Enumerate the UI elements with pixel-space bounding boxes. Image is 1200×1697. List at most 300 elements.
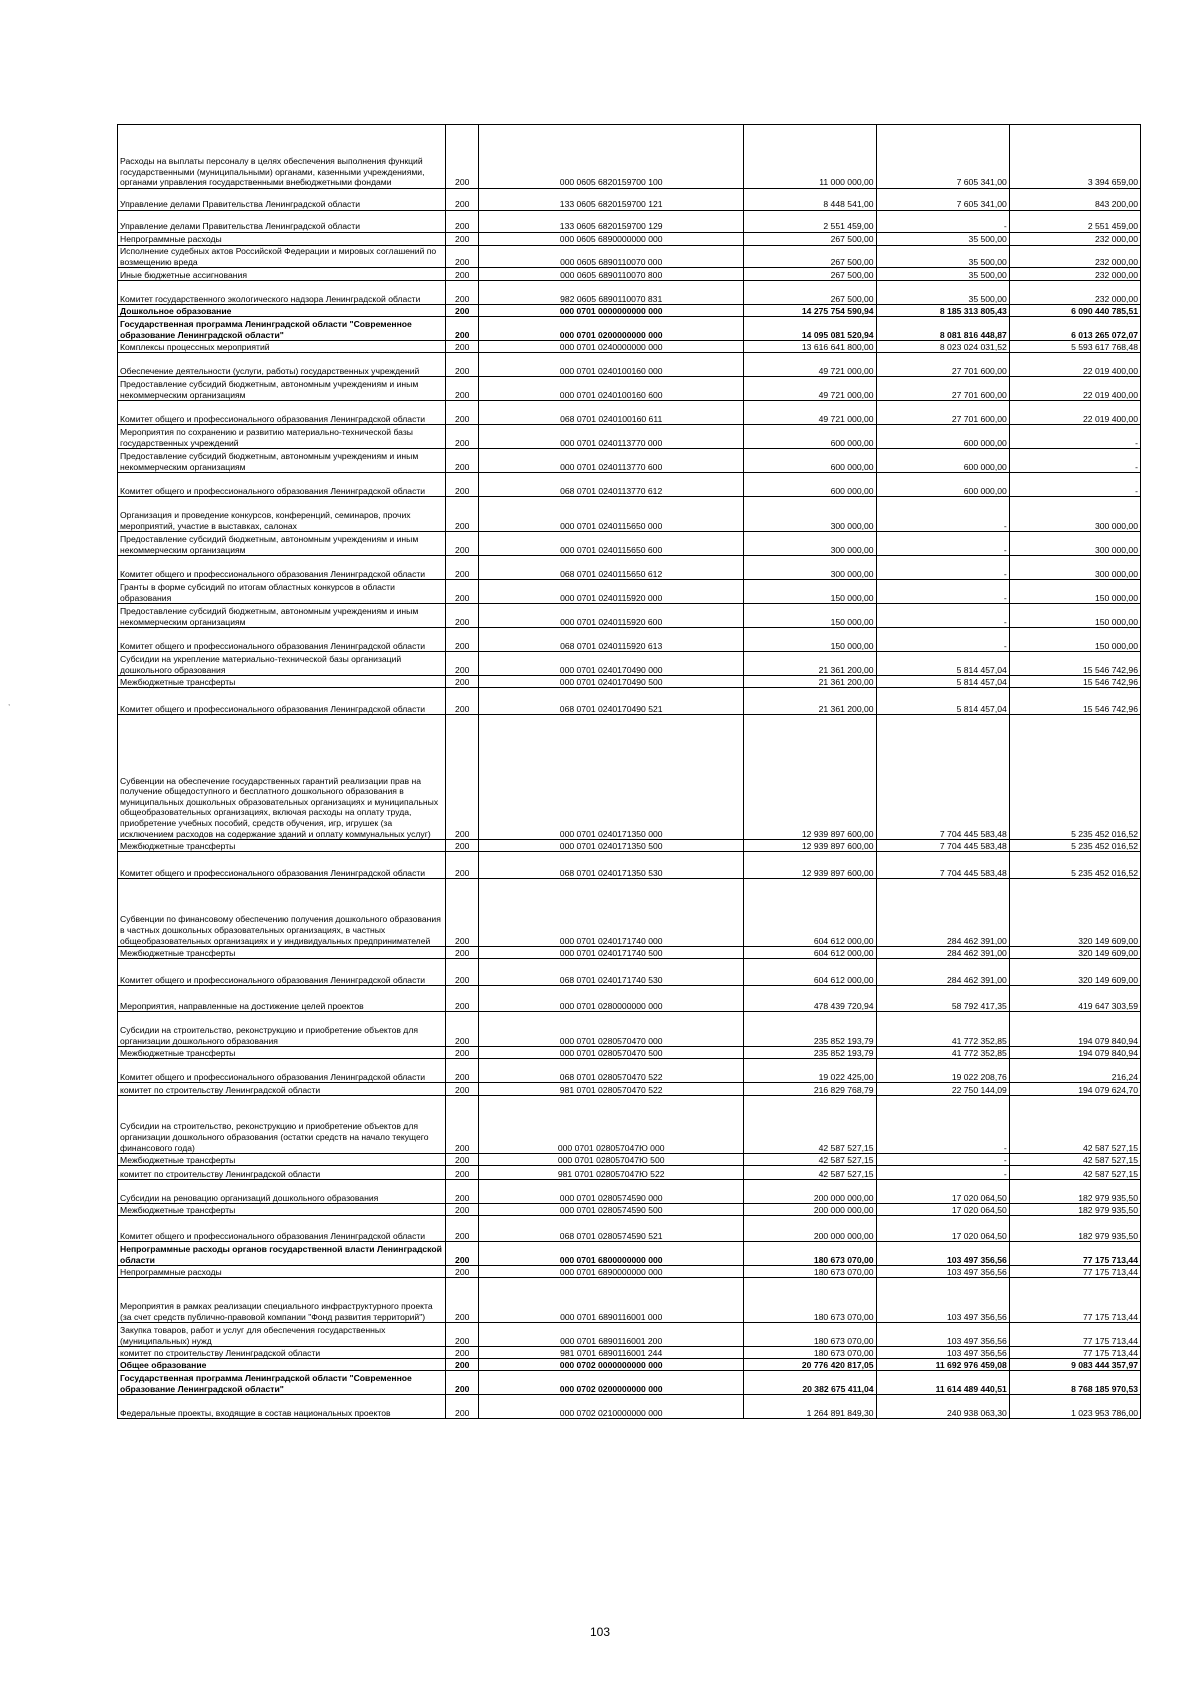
table-row [118,1242,1141,1266]
row-approved-amount-cell: 267 500,00 [744,233,876,246]
table-row [118,246,1141,268]
row-unexecuted-amount-cell: 194 079 840,94 [1009,1047,1140,1059]
row-name-cell: Мероприятия, направленные на достижение целей проектов [118,986,446,1012]
row-unexecuted-amount-cell: 77 175 713,44 [1009,1266,1140,1278]
table-row [118,317,1141,341]
row-approved-amount-cell: 478 439 720,94 [744,986,876,1012]
table-row [118,1323,1141,1347]
row-executed-amount-cell: 19 022 208,76 [876,1059,1009,1083]
row-executed-amount-cell: - [876,211,1009,233]
row-approved-amount-cell: 267 500,00 [744,281,876,305]
row-name-cell: Комитет общего и профессионального образования Ленинградской области [118,1059,446,1083]
row-classification-code-cell: 000 0701 0240100160 000 [478,353,743,377]
row-code-cell: 200 [446,401,479,425]
row-executed-amount-cell: - [876,1096,1009,1154]
row-name-cell: Субсидии на строительство, реконструкцию и приобретение объектов для организации дошкольного образования [118,1012,446,1047]
table-row [118,1012,1141,1047]
row-code-cell: 200 [446,377,479,401]
row-classification-code-cell: 000 0701 6800000000 000 [478,1242,743,1266]
row-approved-amount-cell: 14 275 754 590,94 [744,305,876,317]
row-executed-amount-cell: 103 497 356,56 [876,1278,1009,1323]
row-classification-code-cell: 000 0701 0240115650 000 [478,497,743,532]
row-classification-code-cell: 000 0702 0210000000 000 [478,1395,743,1419]
row-code-cell: 200 [446,211,479,233]
row-executed-amount-cell: - [876,1154,1009,1166]
row-code-cell: 200 [446,189,479,211]
table-row [118,1278,1141,1323]
row-name-cell: Комитет государственного экологического надзора Ленинградской области [118,281,446,305]
row-name-cell: Мероприятия в рамках реализации специального инфраструктурного проекта (за счет средств публично-правовой компании "Фонд развития территорий") [118,1278,446,1323]
table-row [118,1347,1141,1359]
row-approved-amount-cell: 235 852 193,79 [744,1012,876,1047]
row-code-cell: 200 [446,676,479,688]
row-unexecuted-amount-cell: 232 000,00 [1009,268,1140,281]
row-unexecuted-amount-cell: 22 019 400,00 [1009,401,1140,425]
table-row [118,1096,1141,1154]
row-approved-amount-cell: 12 939 897 600,00 [744,840,876,852]
table-row [118,449,1141,473]
row-approved-amount-cell: 11 000 000,00 [744,125,876,189]
table-row [118,580,1141,604]
row-approved-amount-cell: 150 000,00 [744,580,876,604]
row-approved-amount-cell: 180 673 070,00 [744,1278,876,1323]
row-executed-amount-cell: 11 614 489 440,51 [876,1371,1009,1395]
row-code-cell: 200 [446,652,479,676]
row-classification-code-cell: 068 0701 0240115650 612 [478,556,743,580]
row-code-cell: 200 [446,840,479,852]
row-executed-amount-cell: 17 020 064,50 [876,1216,1009,1242]
row-code-cell: 200 [446,125,479,189]
row-name-cell: Организация и проведение конкурсов, конференций, семинаров, прочих мероприятий, участие в выставках, салонах [118,497,446,532]
row-name-cell: Обеспечение деятельности (услуги, работы) государственных учреждений [118,353,446,377]
row-code-cell: 200 [446,1323,479,1347]
row-executed-amount-cell: 5 814 457,04 [876,688,1009,715]
row-classification-code-cell: 000 0605 6890110070 000 [478,246,743,268]
row-code-cell: 200 [446,1266,479,1278]
row-executed-amount-cell: 7 704 445 583,48 [876,852,1009,879]
row-approved-amount-cell: 604 612 000,00 [744,879,876,947]
row-name-cell: комитет по строительству Ленинградской области [118,1347,446,1359]
row-unexecuted-amount-cell: 320 149 609,00 [1009,959,1140,986]
row-unexecuted-amount-cell: 15 546 742,96 [1009,676,1140,688]
row-classification-code-cell: 000 0701 6890116001 200 [478,1323,743,1347]
table-row [118,341,1141,353]
row-code-cell: 200 [446,1180,479,1204]
row-executed-amount-cell: 284 462 391,00 [876,959,1009,986]
row-code-cell: 200 [446,852,479,879]
row-code-cell: 200 [446,1371,479,1395]
row-code-cell: 200 [446,281,479,305]
row-name-cell: Комитет общего и профессионального образования Ленинградской области [118,1216,446,1242]
row-name-cell: Непрограммные расходы [118,233,446,246]
row-classification-code-cell: 000 0605 6890110070 800 [478,268,743,281]
row-name-cell: Предоставление субсидий бюджетным, автономным учреждениям и иным некоммерческим организациям [118,532,446,556]
row-classification-code-cell: 000 0701 0240115920 600 [478,604,743,628]
table-row [118,1166,1141,1180]
row-classification-code-cell: 000 0701 0240171740 500 [478,947,743,959]
row-executed-amount-cell: 284 462 391,00 [876,947,1009,959]
row-executed-amount-cell: 103 497 356,56 [876,1266,1009,1278]
row-approved-amount-cell: 19 022 425,00 [744,1059,876,1083]
row-executed-amount-cell: 35 500,00 [876,246,1009,268]
row-code-cell: 200 [446,233,479,246]
row-approved-amount-cell: 12 939 897 600,00 [744,715,876,840]
row-executed-amount-cell: 58 792 417,35 [876,986,1009,1012]
row-name-cell: Комитет общего и профессионального образования Ленинградской области [118,556,446,580]
row-name-cell: Субсидии на строительство, реконструкцию и приобретение объектов для организации дошкольного образования (остатки средств на начало текущего финансового года) [118,1096,446,1154]
row-code-cell: 200 [446,246,479,268]
row-unexecuted-amount-cell: 182 979 935,50 [1009,1204,1140,1216]
row-executed-amount-cell: 22 750 144,09 [876,1083,1009,1096]
row-code-cell: 200 [446,959,479,986]
budget-execution-table [117,124,1141,1419]
table-row [118,532,1141,556]
table-row [118,628,1141,652]
row-approved-amount-cell: 49 721 000,00 [744,377,876,401]
row-name-cell: Управление делами Правительства Ленинградской области [118,189,446,211]
row-executed-amount-cell: 7 605 341,00 [876,125,1009,189]
row-unexecuted-amount-cell: 182 979 935,50 [1009,1216,1140,1242]
row-executed-amount-cell: 35 500,00 [876,268,1009,281]
row-executed-amount-cell: - [876,556,1009,580]
row-unexecuted-amount-cell: 320 149 609,00 [1009,947,1140,959]
row-approved-amount-cell: 180 673 070,00 [744,1323,876,1347]
row-executed-amount-cell: 8 185 313 805,43 [876,305,1009,317]
row-approved-amount-cell: 13 616 641 800,00 [744,341,876,353]
row-approved-amount-cell: 42 587 527,15 [744,1166,876,1180]
row-classification-code-cell: 981 0701 6890116001 244 [478,1347,743,1359]
table-row [118,233,1141,246]
row-name-cell: комитет по строительству Ленинградской области [118,1083,446,1096]
row-executed-amount-cell: 27 701 600,00 [876,377,1009,401]
row-approved-amount-cell: 300 000,00 [744,556,876,580]
row-approved-amount-cell: 20 382 675 411,04 [744,1371,876,1395]
table-row [118,353,1141,377]
table-row [118,947,1141,959]
row-unexecuted-amount-cell: 232 000,00 [1009,233,1140,246]
row-code-cell: 200 [446,986,479,1012]
row-classification-code-cell: 000 0701 028057047Ю 500 [478,1154,743,1166]
row-name-cell: Непрограммные расходы органов государственной власти Ленинградской области [118,1242,446,1266]
row-classification-code-cell: 068 0701 0240100160 611 [478,401,743,425]
row-unexecuted-amount-cell: - [1009,449,1140,473]
row-classification-code-cell: 068 0701 0240171740 530 [478,959,743,986]
row-approved-amount-cell: 267 500,00 [744,246,876,268]
row-unexecuted-amount-cell: 5 593 617 768,48 [1009,341,1140,353]
row-code-cell: 200 [446,1216,479,1242]
row-classification-code-cell: 000 0702 0000000000 000 [478,1359,743,1371]
row-executed-amount-cell: - [876,1166,1009,1180]
row-code-cell: 200 [446,1242,479,1266]
row-classification-code-cell: 000 0605 6890000000 000 [478,233,743,246]
row-executed-amount-cell: 240 938 063,30 [876,1395,1009,1419]
row-classification-code-cell: 000 0701 0240171350 500 [478,840,743,852]
row-unexecuted-amount-cell: 300 000,00 [1009,532,1140,556]
row-classification-code-cell: 133 0605 6820159700 121 [478,189,743,211]
table-row [118,125,1141,189]
row-approved-amount-cell: 216 829 768,79 [744,1083,876,1096]
row-code-cell: 200 [446,1166,479,1180]
table-row [118,688,1141,715]
row-executed-amount-cell: 103 497 356,56 [876,1242,1009,1266]
row-code-cell: 200 [446,268,479,281]
row-name-cell: Субвенции по финансовому обеспечению получения дошкольного образования в частных дошкольных образовательных организациях, в частных общеобразовательных организациях и у индивидуальных предпринимателей [118,879,446,947]
row-name-cell: Общее образование [118,1359,446,1371]
row-unexecuted-amount-cell: 6 090 440 785,51 [1009,305,1140,317]
row-name-cell: Межбюджетные трансферты [118,840,446,852]
row-executed-amount-cell: 17 020 064,50 [876,1180,1009,1204]
row-name-cell: Комитет общего и профессионального образования Ленинградской области [118,852,446,879]
table-row [118,879,1141,947]
row-unexecuted-amount-cell: 194 079 624,70 [1009,1083,1140,1096]
row-name-cell: Межбюджетные трансферты [118,947,446,959]
row-approved-amount-cell: 49 721 000,00 [744,353,876,377]
table-row [118,1059,1141,1083]
row-unexecuted-amount-cell: 150 000,00 [1009,580,1140,604]
row-classification-code-cell: 000 0701 0280574590 000 [478,1180,743,1204]
row-classification-code-cell: 000 0701 6890116001 000 [478,1278,743,1323]
row-unexecuted-amount-cell: 300 000,00 [1009,556,1140,580]
row-approved-amount-cell: 150 000,00 [744,604,876,628]
row-name-cell: Федеральные проекты, входящие в состав национальных проектов [118,1395,446,1419]
row-unexecuted-amount-cell: 1 023 953 786,00 [1009,1395,1140,1419]
row-classification-code-cell: 000 0701 0280000000 000 [478,986,743,1012]
row-classification-code-cell: 000 0701 0240171350 000 [478,715,743,840]
table-row [118,189,1141,211]
row-executed-amount-cell: 5 814 457,04 [876,676,1009,688]
row-executed-amount-cell: 27 701 600,00 [876,401,1009,425]
row-approved-amount-cell: 21 361 200,00 [744,688,876,715]
row-approved-amount-cell: 180 673 070,00 [744,1347,876,1359]
table-row [118,268,1141,281]
row-name-cell: Межбюджетные трансферты [118,1154,446,1166]
row-executed-amount-cell: 35 500,00 [876,233,1009,246]
row-code-cell: 200 [446,688,479,715]
row-unexecuted-amount-cell: 77 175 713,44 [1009,1347,1140,1359]
row-code-cell: 200 [446,1359,479,1371]
row-name-cell: Исполнение судебных актов Российской Федерации и мировых соглашений по возмещению вреда [118,246,446,268]
table-row [118,959,1141,986]
table-row [118,1047,1141,1059]
table-row [118,401,1141,425]
row-approved-amount-cell: 12 939 897 600,00 [744,852,876,879]
row-code-cell: 200 [446,715,479,840]
row-name-cell: Комитет общего и профессионального образования Ленинградской области [118,401,446,425]
table-row [118,1154,1141,1166]
row-classification-code-cell: 000 0701 0280570470 500 [478,1047,743,1059]
row-executed-amount-cell: 11 692 976 459,08 [876,1359,1009,1371]
row-unexecuted-amount-cell: 15 546 742,96 [1009,688,1140,715]
row-classification-code-cell: 000 0701 0200000000 000 [478,317,743,341]
row-approved-amount-cell: 49 721 000,00 [744,401,876,425]
row-code-cell: 200 [446,317,479,341]
table-row [118,1266,1141,1278]
row-classification-code-cell: 068 0701 0240170490 521 [478,688,743,715]
row-executed-amount-cell: 41 772 352,85 [876,1047,1009,1059]
row-unexecuted-amount-cell: 9 083 444 357,97 [1009,1359,1140,1371]
row-approved-amount-cell: 200 000 000,00 [744,1204,876,1216]
row-approved-amount-cell: 180 673 070,00 [744,1266,876,1278]
table-row [118,473,1141,497]
row-name-cell: Дошкольное образование [118,305,446,317]
table-row [118,1083,1141,1096]
row-classification-code-cell: 000 0701 0240000000 000 [478,341,743,353]
row-approved-amount-cell: 600 000,00 [744,449,876,473]
row-approved-amount-cell: 200 000 000,00 [744,1216,876,1242]
row-code-cell: 200 [446,353,479,377]
row-name-cell: Расходы на выплаты персоналу в целях обеспечения выполнения функций государственными (муниципальными) органами, казенными учреждениями, органами управления государственными внебюджетными фондами [118,125,446,189]
table-row [118,676,1141,688]
row-code-cell: 200 [446,879,479,947]
row-approved-amount-cell: 42 587 527,15 [744,1096,876,1154]
row-classification-code-cell: 068 0701 0240113770 612 [478,473,743,497]
scan-mark: , [8,698,11,707]
row-classification-code-cell: 068 0701 0280570470 522 [478,1059,743,1083]
row-approved-amount-cell: 14 095 081 520,94 [744,317,876,341]
row-approved-amount-cell: 2 551 459,00 [744,211,876,233]
row-approved-amount-cell: 1 264 891 849,30 [744,1395,876,1419]
row-code-cell: 200 [446,341,479,353]
row-unexecuted-amount-cell: 300 000,00 [1009,497,1140,532]
table-row [118,986,1141,1012]
row-unexecuted-amount-cell: 6 013 265 072,07 [1009,317,1140,341]
row-name-cell: Межбюджетные трансферты [118,676,446,688]
row-code-cell: 200 [446,1096,479,1154]
row-approved-amount-cell: 42 587 527,15 [744,1154,876,1166]
row-code-cell: 200 [446,497,479,532]
row-approved-amount-cell: 21 361 200,00 [744,676,876,688]
row-code-cell: 200 [446,1347,479,1359]
row-name-cell: Комитет общего и профессионального образования Ленинградской области [118,959,446,986]
row-unexecuted-amount-cell: 320 149 609,00 [1009,879,1140,947]
row-unexecuted-amount-cell: 216,24 [1009,1059,1140,1083]
row-classification-code-cell: 000 0605 6820159700 100 [478,125,743,189]
row-unexecuted-amount-cell: 8 768 185 970,53 [1009,1371,1140,1395]
row-code-cell: 200 [446,1278,479,1323]
row-unexecuted-amount-cell: 194 079 840,94 [1009,1012,1140,1047]
row-name-cell: Предоставление субсидий бюджетным, автономным учреждениям и иным некоммерческим организациям [118,604,446,628]
row-unexecuted-amount-cell: 232 000,00 [1009,246,1140,268]
row-name-cell: Межбюджетные трансферты [118,1047,446,1059]
row-unexecuted-amount-cell: 77 175 713,44 [1009,1323,1140,1347]
row-classification-code-cell: 068 0701 0280574590 521 [478,1216,743,1242]
row-approved-amount-cell: 180 673 070,00 [744,1242,876,1266]
row-executed-amount-cell: - [876,497,1009,532]
row-executed-amount-cell: 600 000,00 [876,425,1009,449]
row-code-cell: 200 [446,1154,479,1166]
row-code-cell: 200 [446,305,479,317]
row-name-cell: Закупка товаров, работ и услуг для обеспечения государственных (муниципальных) нужд [118,1323,446,1347]
row-code-cell: 200 [446,532,479,556]
table-row [118,497,1141,532]
row-approved-amount-cell: 300 000,00 [744,532,876,556]
row-classification-code-cell: 000 0701 0000000000 000 [478,305,743,317]
row-code-cell: 200 [446,1083,479,1096]
row-classification-code-cell: 000 0701 0240115650 600 [478,532,743,556]
row-classification-code-cell: 000 0701 0240113770 000 [478,425,743,449]
row-classification-code-cell: 000 0701 0280570470 000 [478,1012,743,1047]
row-classification-code-cell: 000 0701 0240115920 000 [478,580,743,604]
table-row [118,211,1141,233]
row-executed-amount-cell: 5 814 457,04 [876,652,1009,676]
row-executed-amount-cell: 27 701 600,00 [876,353,1009,377]
table-row [118,840,1141,852]
row-executed-amount-cell: 600 000,00 [876,473,1009,497]
row-name-cell: Субсидии на реновацию организаций дошкольного образования [118,1180,446,1204]
row-executed-amount-cell: 7 704 445 583,48 [876,715,1009,840]
row-approved-amount-cell: 300 000,00 [744,497,876,532]
table-row [118,1204,1141,1216]
row-name-cell: Иные бюджетные ассигнования [118,268,446,281]
row-executed-amount-cell: 103 497 356,56 [876,1347,1009,1359]
row-code-cell: 200 [446,425,479,449]
row-unexecuted-amount-cell: 5 235 452 016,52 [1009,840,1140,852]
row-unexecuted-amount-cell: - [1009,425,1140,449]
row-classification-code-cell: 982 0605 6890110070 831 [478,281,743,305]
row-classification-code-cell: 000 0701 6890000000 000 [478,1266,743,1278]
row-name-cell: Предоставление субсидий бюджетным, автономным учреждениям и иным некоммерческим организациям [118,377,446,401]
row-classification-code-cell: 133 0605 6820159700 129 [478,211,743,233]
row-unexecuted-amount-cell: 42 587 527,15 [1009,1166,1140,1180]
row-code-cell: 200 [446,628,479,652]
table-row [118,1395,1141,1419]
row-unexecuted-amount-cell: - [1009,473,1140,497]
row-unexecuted-amount-cell: 2 551 459,00 [1009,211,1140,233]
row-name-cell: Комплексы процессных мероприятий [118,341,446,353]
row-code-cell: 200 [446,1059,479,1083]
row-name-cell: Предоставление субсидий бюджетным, автономным учреждениям и иным некоммерческим организациям [118,449,446,473]
row-name-cell: Комитет общего и профессионального образования Ленинградской области [118,628,446,652]
row-executed-amount-cell: 600 000,00 [876,449,1009,473]
row-code-cell: 200 [446,556,479,580]
row-unexecuted-amount-cell: 22 019 400,00 [1009,353,1140,377]
table-row [118,1180,1141,1204]
row-classification-code-cell: 068 0701 0240115920 613 [478,628,743,652]
row-approved-amount-cell: 600 000,00 [744,473,876,497]
row-unexecuted-amount-cell: 77 175 713,44 [1009,1278,1140,1323]
row-unexecuted-amount-cell: 150 000,00 [1009,628,1140,652]
row-name-cell: Комитет общего и профессионального образования Ленинградской области [118,688,446,715]
row-unexecuted-amount-cell: 182 979 935,50 [1009,1180,1140,1204]
row-classification-code-cell: 068 0701 0240171350 530 [478,852,743,879]
row-code-cell: 200 [446,1012,479,1047]
table-row [118,281,1141,305]
row-unexecuted-amount-cell: 15 546 742,96 [1009,652,1140,676]
row-name-cell: Государственная программа Ленинградской области "Современное образование Ленинградской области" [118,317,446,341]
row-code-cell: 200 [446,604,479,628]
row-code-cell: 200 [446,1047,479,1059]
row-classification-code-cell: 000 0701 0240113770 600 [478,449,743,473]
row-name-cell: Государственная программа Ленинградской области "Современное образование Ленинградской области" [118,1371,446,1395]
page-number: 103 [589,1625,611,1639]
row-approved-amount-cell: 235 852 193,79 [744,1047,876,1059]
row-approved-amount-cell: 604 612 000,00 [744,947,876,959]
row-classification-code-cell: 000 0702 0200000000 000 [478,1371,743,1395]
row-name-cell: комитет по строительству Ленинградской области [118,1166,446,1180]
row-approved-amount-cell: 267 500,00 [744,268,876,281]
row-classification-code-cell: 000 0701 028057047Ю 000 [478,1096,743,1154]
row-executed-amount-cell: 35 500,00 [876,281,1009,305]
row-unexecuted-amount-cell: 5 235 452 016,52 [1009,715,1140,840]
row-approved-amount-cell: 200 000 000,00 [744,1180,876,1204]
row-approved-amount-cell: 8 448 541,00 [744,189,876,211]
row-executed-amount-cell: 7 704 445 583,48 [876,840,1009,852]
row-approved-amount-cell: 20 776 420 817,05 [744,1359,876,1371]
table-row [118,1216,1141,1242]
row-executed-amount-cell: 17 020 064,50 [876,1204,1009,1216]
row-executed-amount-cell: - [876,580,1009,604]
row-unexecuted-amount-cell: 843 200,00 [1009,189,1140,211]
